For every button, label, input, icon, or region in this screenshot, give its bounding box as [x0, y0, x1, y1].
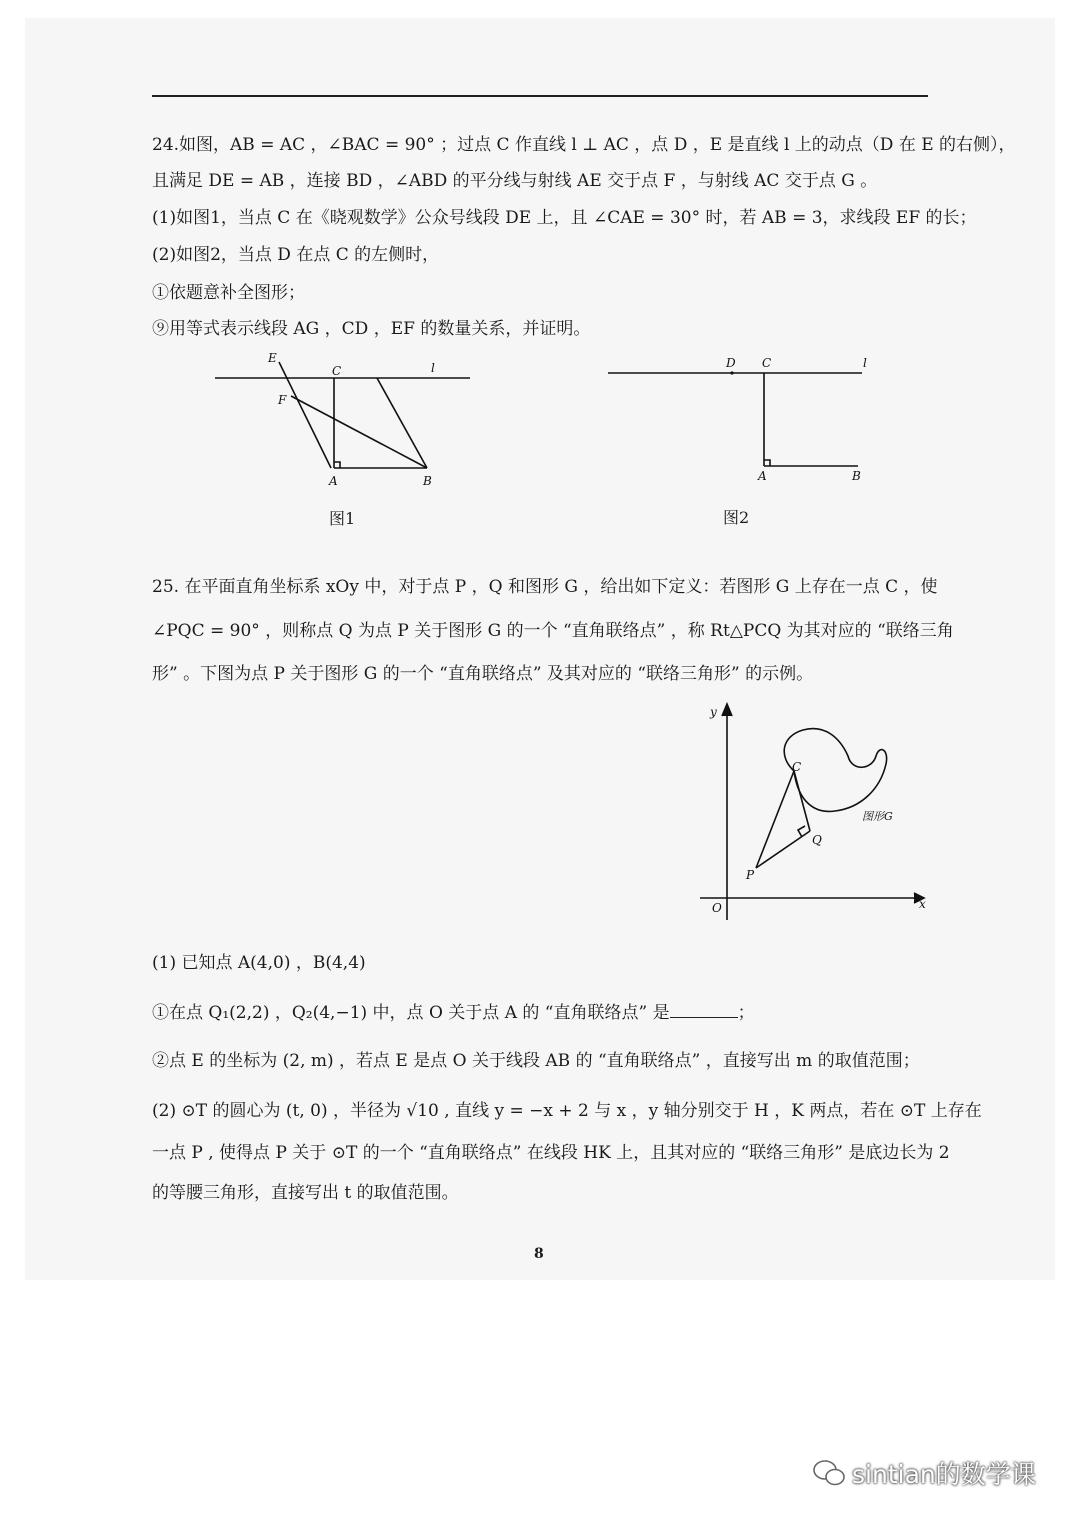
fig2-label-b: B: [852, 469, 861, 483]
figure-2-caption: 图2: [723, 508, 750, 527]
plane-label-o: O: [712, 901, 722, 915]
figure-1: [205, 348, 485, 493]
figure-2: [600, 350, 880, 490]
q24-line-4: (2)如图2，当点 D 在点 C 的左侧时，: [152, 245, 440, 265]
q25-part1a-end: ；: [737, 1003, 755, 1023]
watermark: [812, 1455, 1036, 1491]
fig1-label-f: F: [278, 393, 287, 407]
plane-label-y: y: [710, 705, 717, 719]
plane-label-g: 图形G: [862, 810, 893, 823]
q25-part1: (1) 已知点 A(4,0) ，B(4,4): [152, 953, 366, 973]
fig1-label-a: A: [329, 474, 338, 488]
wechat-icon: [812, 1458, 846, 1488]
q25-line-3: 形” 。下图为点 P 关于图形 G 的一个 “直角联络点” 及其对应的 “联络三角形” 的示例。: [152, 664, 814, 684]
plane-label-p: P: [746, 868, 755, 882]
q25-line-1: 25. 在平面直角坐标系 xOy 中，对于点 P ，Q 和图形 G ，给出如下定义：若图形 G 上存在一点 C ，使: [152, 577, 938, 597]
q25-part1a: [152, 1001, 755, 1024]
fig1-label-c: C: [332, 364, 342, 378]
q25-part2-line-1: (2) ⊙T 的圆心为 (t, 0) ，半径为 √10 , 直线 y = −x + 2 与 x ，y 轴分别交于 H ，K 两点，若在 ⊙T 上存在: [152, 1101, 982, 1121]
fig2-label-a: A: [758, 469, 767, 483]
q25-part1a-text: ①在点 Q₁(2,2) ，Q₂(4,−1) 中，点 O 关于点 A 的 “直角联络点” 是: [152, 1003, 670, 1023]
q24-line-1: 24.如图，AB = AC ，∠BAC = 90° ；过点 C 作直线 l ⊥ AC ，点 D ，E 是直线 l 上的动点（D 在 E 的右侧），: [152, 135, 1016, 155]
fig1-label-e: E: [268, 351, 277, 365]
fig2-label-d: D: [726, 356, 736, 370]
fig1-label-l: l: [431, 361, 435, 375]
header-rule: [152, 95, 928, 97]
figure-coordinate-plane: [690, 698, 935, 928]
q25-line-2: ∠PQC = 90° ，则称点 Q 为点 P 关于图形 G 的一个 “直角联络点” ，称 Rt△PCQ 为其对应的 “联络三角: [152, 621, 954, 641]
plane-label-x: x: [919, 897, 926, 911]
q24-line-6: ⑨用等式表示线段 AG ，CD ，EF 的数量关系，并证明。: [152, 319, 591, 339]
plane-label-c: C: [792, 760, 802, 774]
q25-part1b: ②点 E 的坐标为 (2, m) ，若点 E 是点 O 关于线段 AB 的 “直角联络点” ，直接写出 m 的取值范围；: [152, 1051, 920, 1071]
page-number: 8: [534, 1246, 544, 1262]
q24-line-3: (1)如图1，当点 C 在《晓观数学》公众号线段 DE 上，且 ∠CAE = 30° 时，若 AB = 3，求线段 EF 的长；: [152, 208, 977, 228]
fig2-label-c: C: [762, 356, 772, 370]
figure-1-caption: 图1: [329, 509, 356, 528]
answer-blank: [670, 1001, 738, 1018]
q24-line-2: 且满足 DE = AB ，连接 BD ，∠ABD 的平分线与射线 AE 交于点 F ，与射线 AC 交于点 G 。: [152, 171, 878, 191]
watermark-text: sintian的数学课: [852, 1460, 1036, 1489]
q25-part2-line-2: 一点 P , 使得点 P 关于 ⊙T 的一个 “直角联络点” 在线段 HK 上，且其对应的 “联络三角形” 是底边长为 2: [152, 1143, 950, 1163]
fig1-label-b: B: [423, 474, 432, 488]
q24-line-5: ①依题意补全图形；: [152, 283, 305, 303]
q25-part2-line-3: 的等腰三角形，直接写出 t 的取值范围。: [152, 1183, 459, 1203]
plane-label-q: Q: [812, 833, 822, 847]
fig2-label-l: l: [863, 356, 867, 370]
